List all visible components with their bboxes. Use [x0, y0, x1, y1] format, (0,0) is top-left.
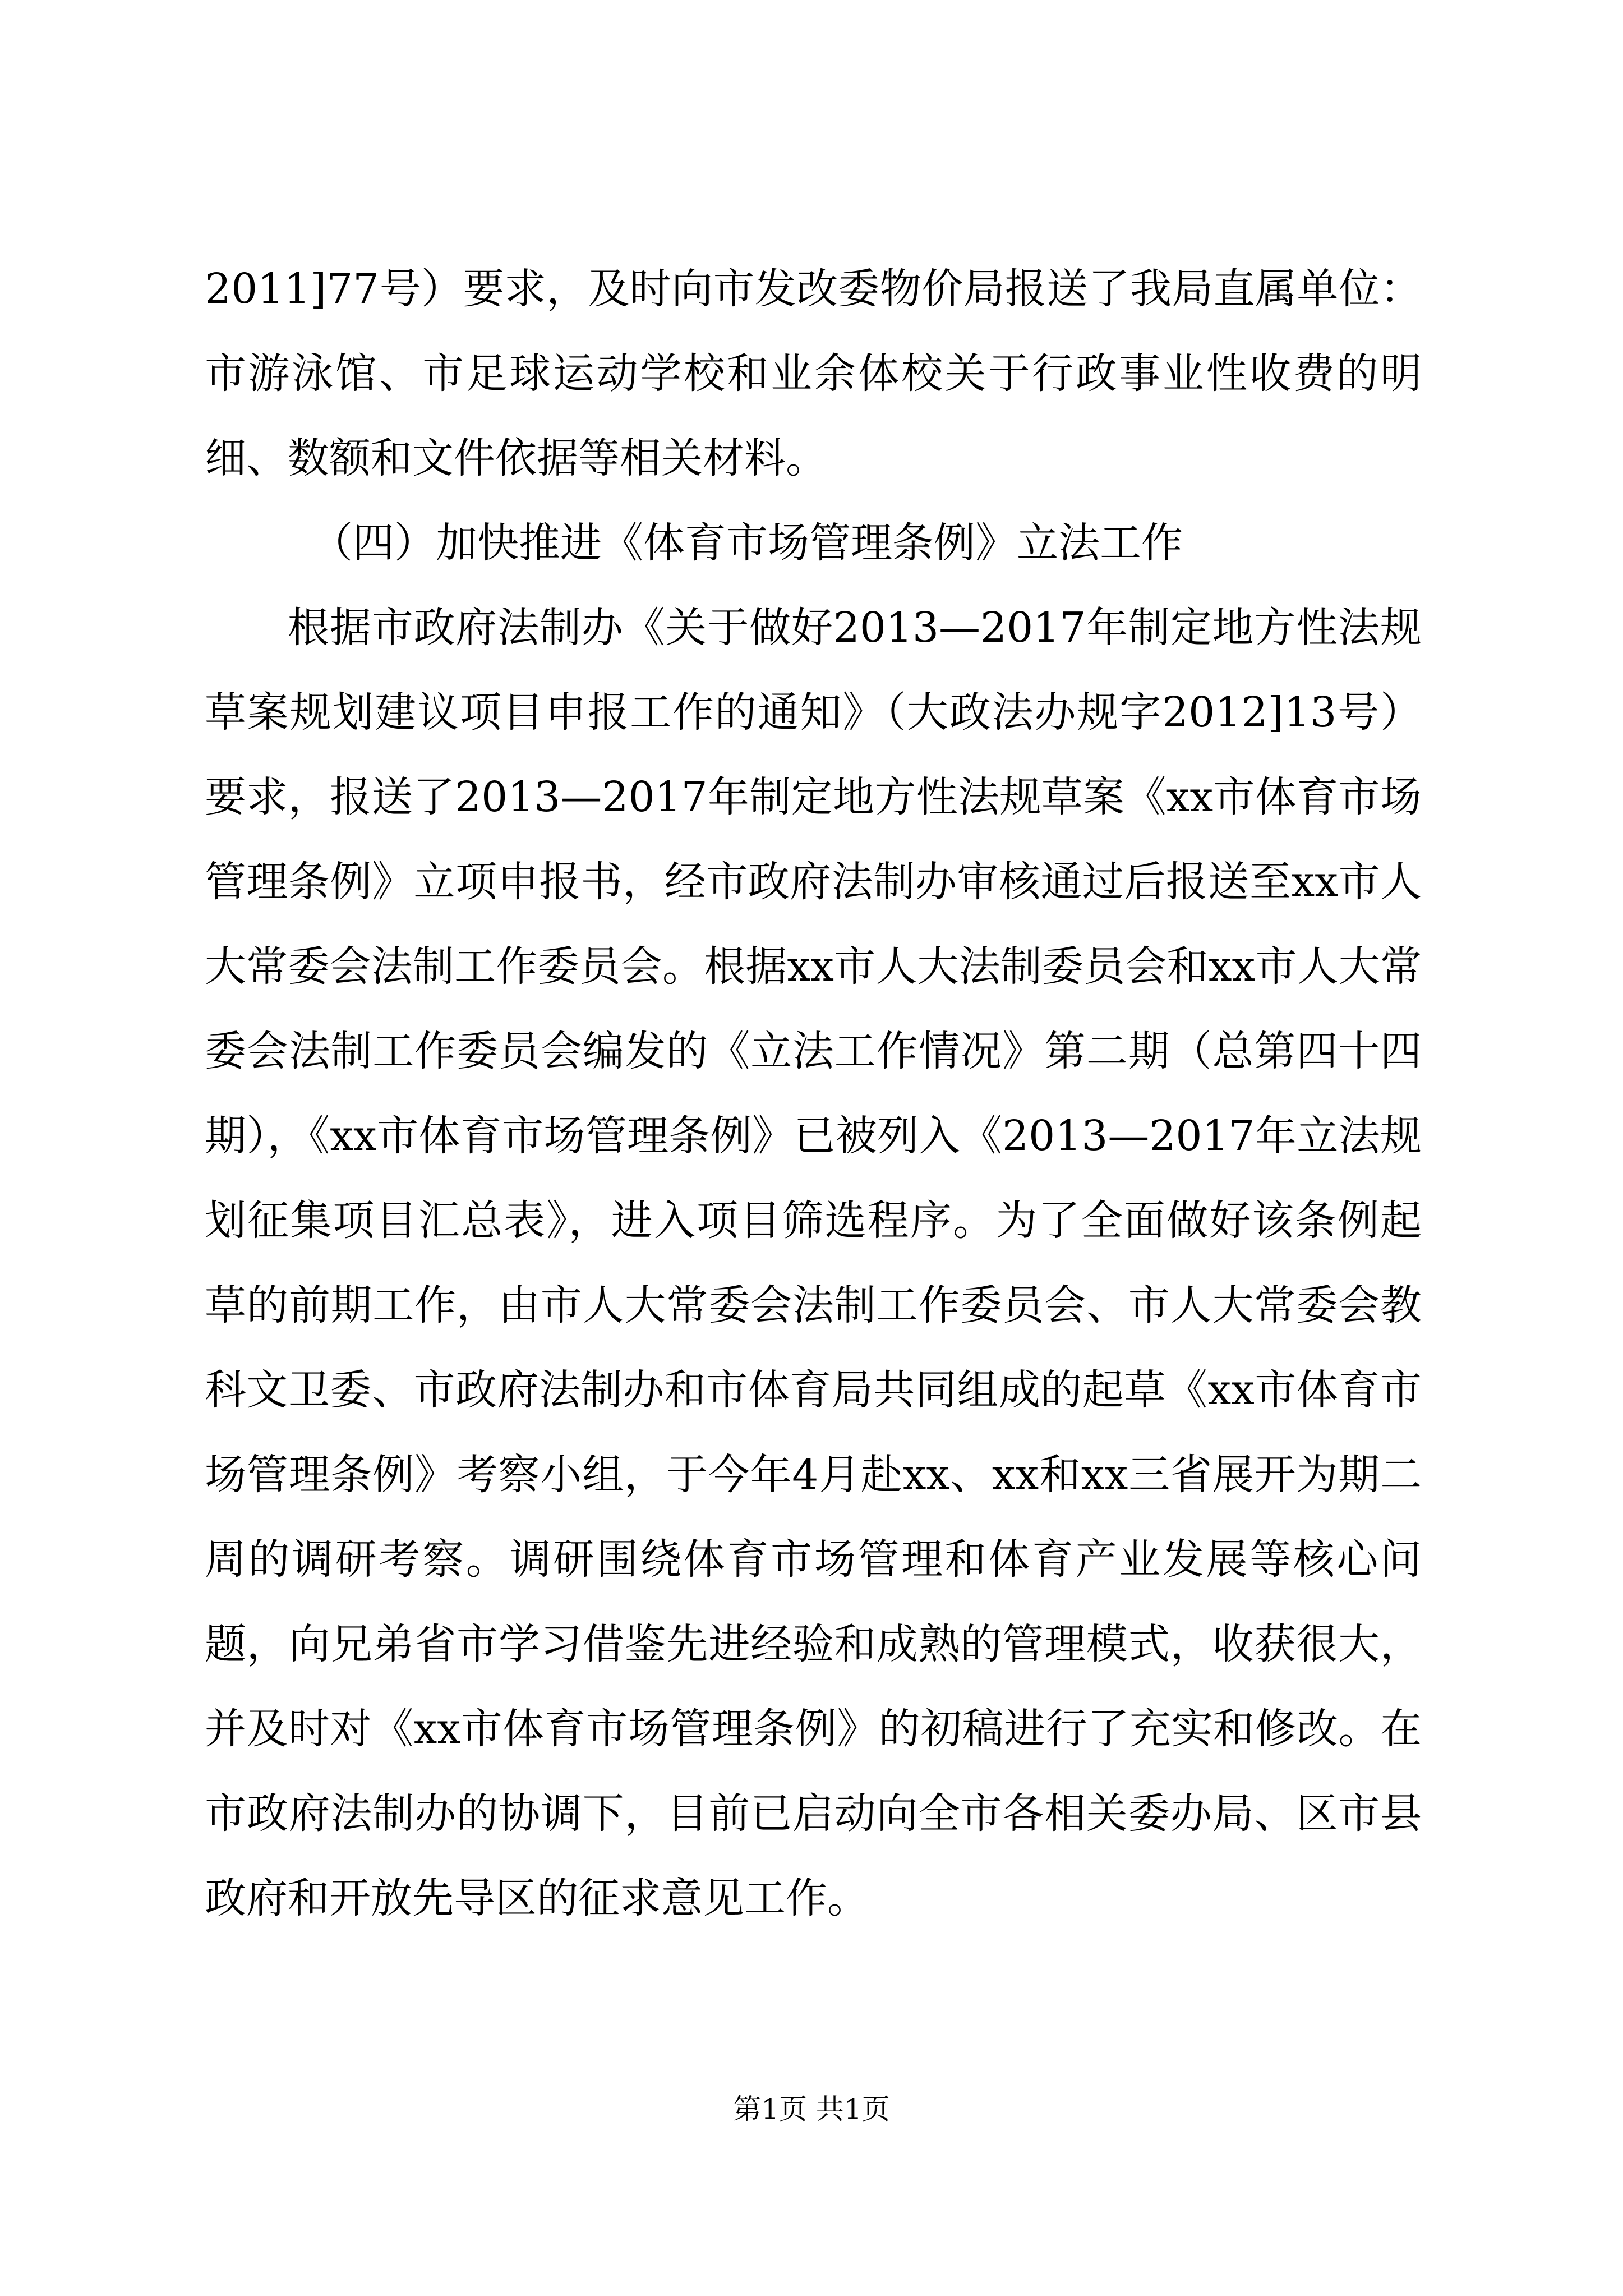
- page-footer: 第1页 共1页: [733, 2093, 890, 2125]
- document-body: [205, 247, 1422, 1941]
- section-heading: （四）加快推进《体育市场管理条例》立法工作: [311, 519, 1183, 567]
- paragraph-legislation: 根据市政府法制办《关于做好2013—2017年制定地方性法规草案规划建议项目申报工作的通知》（大政法办规字2012]13号）要求，报送了2013—2017年制定地方性法规草案《xx市体育市场管理条例》立项申报书，经市政府法制办审核通过后报送至xx市人大常委会法制工作委员会。根据xx市人大法制委员会和xx市人大常委会法制工作委员会编发的《立法工作情况》第二期（总第四十四期），《xx市体育市场管理条例》已被列入《2013—2017年立法规划征集项目汇总表》，进入项目筛选程序。为了全面做好该条例起草的前期工作，由市人大常委会法制工作委员会、市人大常委会教科文卫委、市政府法制办和市体育局共同组成的起草《xx市体育市场管理条例》考察小组，于今年4月赴xx、xx和xx三省展开为期二周的调研考察。调研围绕体育市场管理和体育产业发展等核心问题，向兄弟省市学习借鉴先进经验和成熟的管理模式，收获很大，并及时对《xx市体育市场管理条例》的初稿进行了充实和修改。在市政府法制办的协调下，目前已启动向全市各相关委办局、区市县政府和开放先导区的征求意见工作。: [205, 604, 1422, 1922]
- paragraph-continuation: 2011]77号）要求，及时向市发改委物价局报送了我局直属单位：市游泳馆、市足球运动学校和业余体校关于行政事业性收费的明细、数额和文件依据等相关材料。: [205, 265, 1422, 482]
